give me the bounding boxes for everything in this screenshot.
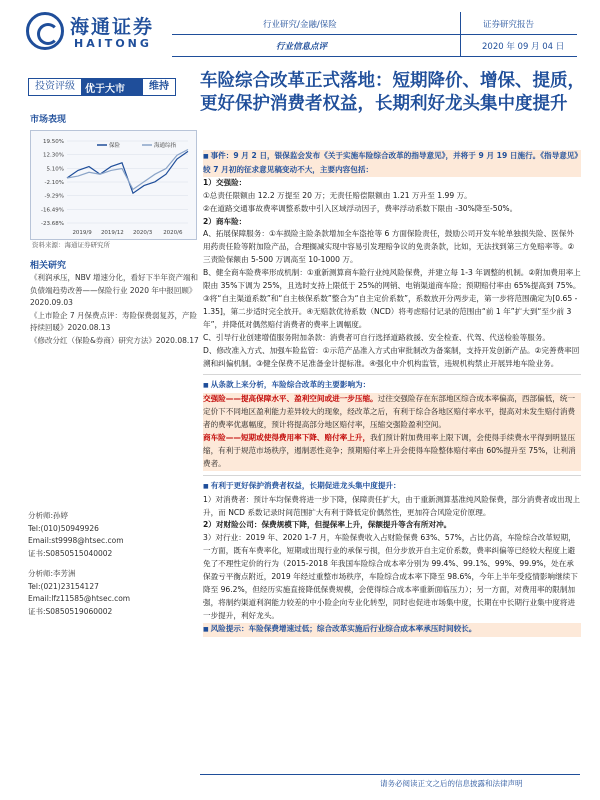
event-paragraph: 事件：9 月 2 日，银保监会发布《关于实施车险综合改革的指导意见》，并将于 9 月 19 日施行。《指导意见》较 7 月初的征求意见稿变动不大，主要内容包括： [203,151,579,174]
section-3-item-c: 3）对行业：2019 年、2020 1-7 月，车险保费收入占财险保费 63%、57%，占比仍高，车险综合改革短期，一方面，既有车费率化，短期或出现行业的承保亏损，但分步放开自主定价系数，费率纠偏等已经较大程度上避免了不理性定价的行为（2015-2018 年我国车险综合成本率分别为 99.4%、99.1%、99%、99.9%，处在承保盈亏平衡点附近，2019 年经过重整市场秩序，车险综合成本率下降至 98.6%，今年上半年受疫情影响继续下降至 96.2%，但经历实施直接降低保费规模，会使得综合成本率重新面临压力）；另一方面，对费用率的限制加强，将制约渠道利润能力较差的中小险企向专业化转型，同时也促进市场集中度，长期在中长期行业集中度将进一步提升，利好龙头。 [203,533,578,620]
report-body [203,150,581,637]
company-logo [26,10,158,52]
y-tick-label: -16.49% [41,207,64,214]
legend-label: 保险 [109,143,121,149]
section-3-item-b: 2）对财险公司：保费规模下降，但提保率上升，保额提升等含有所对冲。 [203,520,452,530]
y-tick-label: 19.50% [43,139,64,145]
analyst-cert: 证书:S0850515040002 [28,548,113,558]
y-tick-label: -23.68% [41,221,64,227]
footer-divider [200,774,580,775]
logo-chinese-text: 海通证券 [70,16,155,38]
risk-warning: 风险提示：车险保费增速过低；综合改革实施后行业综合成本率承压时间较长。 [210,623,477,633]
analyst-cert: 证书:S0850519060002 [28,606,113,616]
rating-status: 维持 [143,79,175,95]
x-tick-label: 2020/3 [132,230,153,236]
analyst-name: 分析师:孙婷 [28,511,69,520]
analyst-email[interactable]: Email:st9998@htsec.com [28,536,124,545]
x-tick-label: 2019/9 [72,230,92,236]
section-3-item-a: 1）对消费者：预计车均保费将进一步下降，保障责任扩大，由于重新测算基准纯风险保费，部分消费者或出现上升，而 NCD 系数记录时间范围扩大有利于降低定价偶然性，更加符合风险定价原理。 [203,494,580,517]
x-tick-label: 2019/12 [100,230,124,236]
section-divider [203,475,581,476]
related-item[interactable]: 《上市险企 7 月保费点评：寿险保费弱复苏，产险持续回暖》2020.08.13 [30,310,198,332]
legend-label: 海通综指 [154,143,177,149]
view-title: ■ 从条款上来分析，车险综合改革的主要影响为： [203,379,581,393]
investment-rating-bar [28,78,176,96]
view-b-text: 我们预计附加费用率上限下调，会使得手续费水平得到明显压缩，有利于规范市场秩序，遏制恶性竞争；预期赔付率上升会使得车险整体赔付率由 60%提升至 75%，让利消费者。 [203,433,576,468]
y-tick-label: -9.29% [44,193,64,200]
rating-value: 优于大市 [85,83,125,95]
x-tick-label: 2020/6 [163,230,183,236]
performance-chart-box [30,130,197,240]
section-1-item-a: ①总责任限额由 12.2 万提至 20 万；无责任赔偿限额由 1.21 万升至 1.99 万。 [203,190,472,200]
section-1-item-b: ②在道路交通事故费率调整系数中引入区域浮动因子，费率浮动系数下限由 -30%降至-50%。 [203,203,518,213]
y-tick-label: 5.10% [46,166,64,173]
rating-label: 投资评级 [29,79,81,95]
logo-mark-icon [26,12,64,50]
related-research-list [30,272,200,347]
section-divider [203,374,581,375]
chart-source: 资料来源：海通证券研究所 [32,241,110,249]
report-title: 车险综合改革正式落地：短期降价、增保、提质，更好保护消费者权益，长期利好龙头集中度提升 [200,71,585,114]
market-performance-title: 市场表现 [30,115,67,125]
section-3-title: ■ 有利于更好保护消费者权益，长期促进龙头集中度提升： [203,480,581,494]
report-subcategory: 行业信息点评 [276,42,328,52]
related-item[interactable]: 《修改分红（保险&券商）研究方法》2020.08.17 [30,335,199,345]
analyst-name: 分析师:李芳洲 [28,569,76,578]
related-research-title: 相关研究 [30,261,67,271]
performance-chart [31,131,196,239]
section-2-item-d: D、修改准入方式、加强车险监管：①示范产品准入方式由审批制改为备案制，支持开发创新产品。②完善费率回溯和纠偏机制。③健全保费不足准备金计提标准。④强化中介机构监管，违规机构禁止开展异地车险业务。 [203,345,580,368]
series-line [67,151,188,193]
logo-english-text: HAITONG [74,37,152,50]
section-2-item-a: A、拓展保障服务：①车损险主险条款增加全车盗抢等 6 方面保险责任，鼓励公司开发车轮单独损失险、医保外用药责任险等附加险产品，合理搁减实现中容易引发理赔争议的免责条款，比如，无法找到第三方免赔率等。②三责险保额由 5-500 万调高至 10-1000 万。 [203,229,575,265]
y-tick-label: -2.10% [44,180,64,186]
related-item[interactable]: 《利润承压，NBV 增速分化，看好下半年资产端和负债端趋势改善——保险行业 2020 年中报回顾》2020.09.03 [30,273,199,307]
header-divider [172,34,577,35]
report-category: 行业研究/金融/保险 [263,20,337,30]
analyst-contacts [28,510,198,618]
section-2-item-b: B、健全商车险费率形成机制：①重新测算商车险行业纯风险保费，并建立每 1-3 年调整的机制。②附加费用率上限由 35%下调为 25%，且选时支持上限低于 25%的网销、电销渠道商车险；预期赔付率由 65%提高到 75%。③将“自主渠道系数”和“自主核保系数”整合为“自主定价系数”，系数放开分两步走，第一步将范围确定为[0.65 - 1.35]，第二步适时完全放开。④无赔款优待系数（NCD）将考虑赔付记录的范围由“前 1 年”扩大到“至少前 3 年”，并降低对偶然赔付消费者的费率上调幅度。 [203,268,581,329]
view-b-heading: 商车险——短期或使得费用率下降、赔付率上升， [203,433,371,443]
report-type: 证券研究报告 [483,20,535,30]
analyst-tel: Tel:(010)50949926 [28,523,99,533]
report-date: 2020 年 09 月 04 日 [482,42,565,52]
header-vertical-divider [460,12,461,56]
view-a-text: 过往交强险存在东部地区综合成本率偏高，西部偏低，统一定价下不同地区盈利能力差异较大的现象，经改革之后，有利于综合各地区赔付率水平，提高对未发生赔付消费者的费率优惠幅度，预计将提高部分地区赔付率，压缩交强险盈利空间。 [203,394,576,430]
analyst-tel: Tel:(021)23154127 [28,581,99,591]
footer-disclaimer: 请务必阅读正文之后的信息披露和法律声明 [380,779,523,788]
header-divider-bottom [172,56,577,57]
section-1-title: 1）交强险： [203,177,247,187]
analyst-email[interactable]: Email:lfz11585@htsec.com [28,594,131,603]
section-2-title: 2）商车险： [203,216,247,226]
y-tick-label: 12.30% [43,152,64,159]
view-a-heading: 交强险——提高保障水平、盈利空间或进一步压缩。 [203,394,378,404]
section-2-item-c: C、引导行业创建增值服务附加条款：消费者可自行选择道路救援、安全检查、代驾、代送检验等服务。 [203,332,551,342]
